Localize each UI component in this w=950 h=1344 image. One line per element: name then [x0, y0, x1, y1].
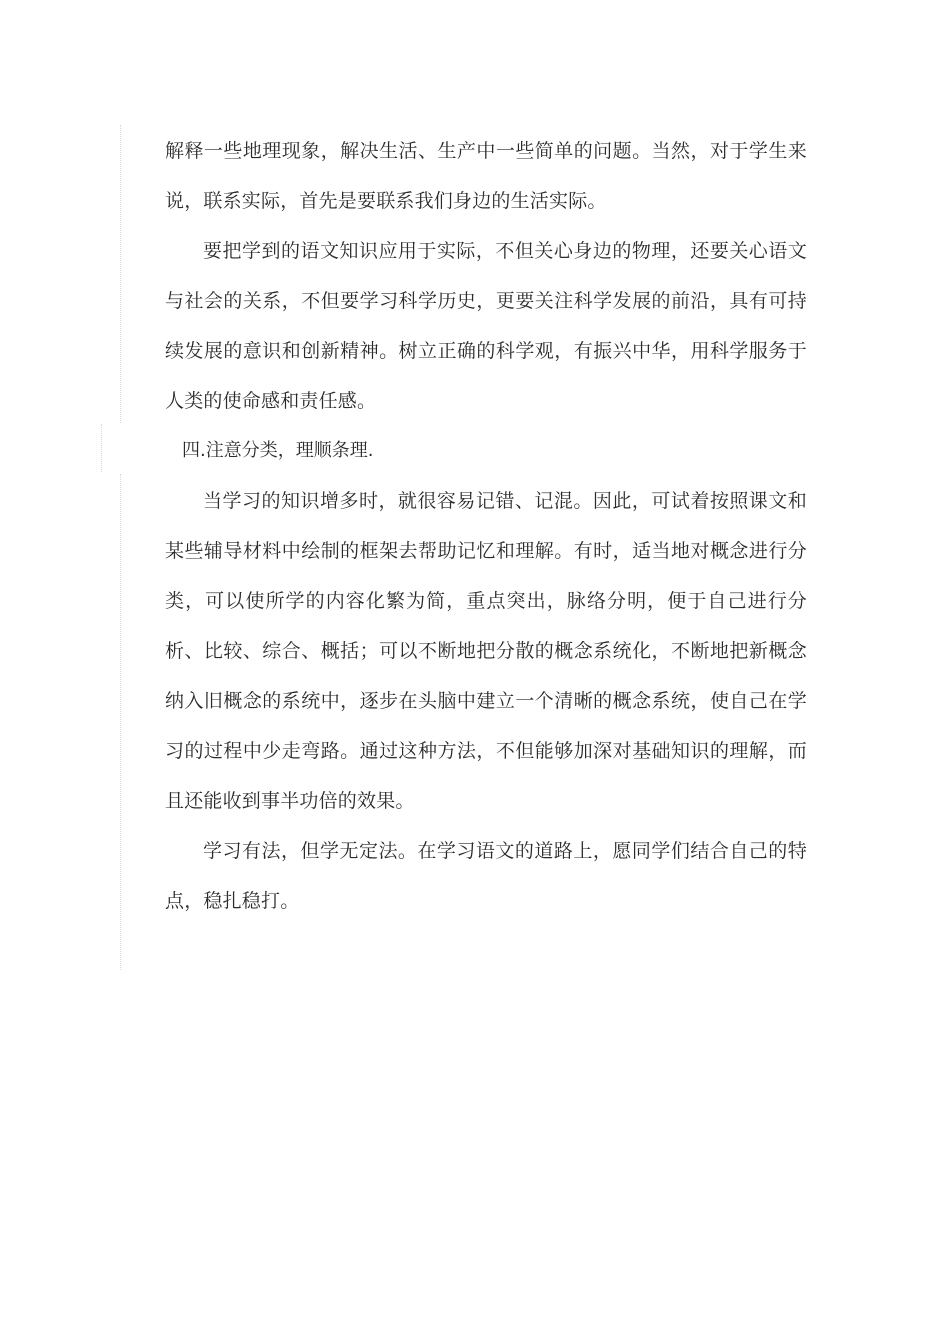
paragraph-3: 当学习的知识增多时，就很容易记错、记混。因此，可试着按照课文和某些辅导材料中绘制的框架去帮助记忆和理解。有时，适当地对概念进行分类，可以使所学的内容化繁为简，重点突出，脉络分明，便于自己进行分析、比较、综合、概括；可以不断地把分散的概念系统化，不断地把新概念纳入旧概念的系统中，逐步在头脑中建立一个清晰的概念系统，使自己在学习的过程中少走弯路。通过这种方法，不但能够加深对基础知识的理解，而且还能收到事半功倍的效果。: [165, 490, 807, 812]
section-heading: 四.注意分类，理顺条理.: [182, 440, 374, 461]
paragraph-4: 学习有法，但学无定法。在学习语文的道路上，愿同学们结合自己的特点，稳扎稳打。: [165, 840, 807, 912]
paragraph-1: 解释一些地理现象，解决生活、生产中一些简单的问题。当然，对于学生来说，联系实际，首先是要联系我们身边的生活实际。: [165, 140, 807, 212]
document-body: [165, 126, 807, 926]
margin-guide: [120, 474, 121, 970]
margin-guide: [120, 125, 121, 423]
paragraph-2: 要把学到的语文知识应用于实际，不但关心身边的物理，还要关心语文与社会的关系，不但要学习科学历史，更要关注科学发展的前沿，具有可持续发展的意识和创新精神。树立正确的科学观，有振兴中华，用科学服务于人类的使命感和责任感。: [165, 240, 807, 412]
margin-guide: [101, 424, 102, 472]
